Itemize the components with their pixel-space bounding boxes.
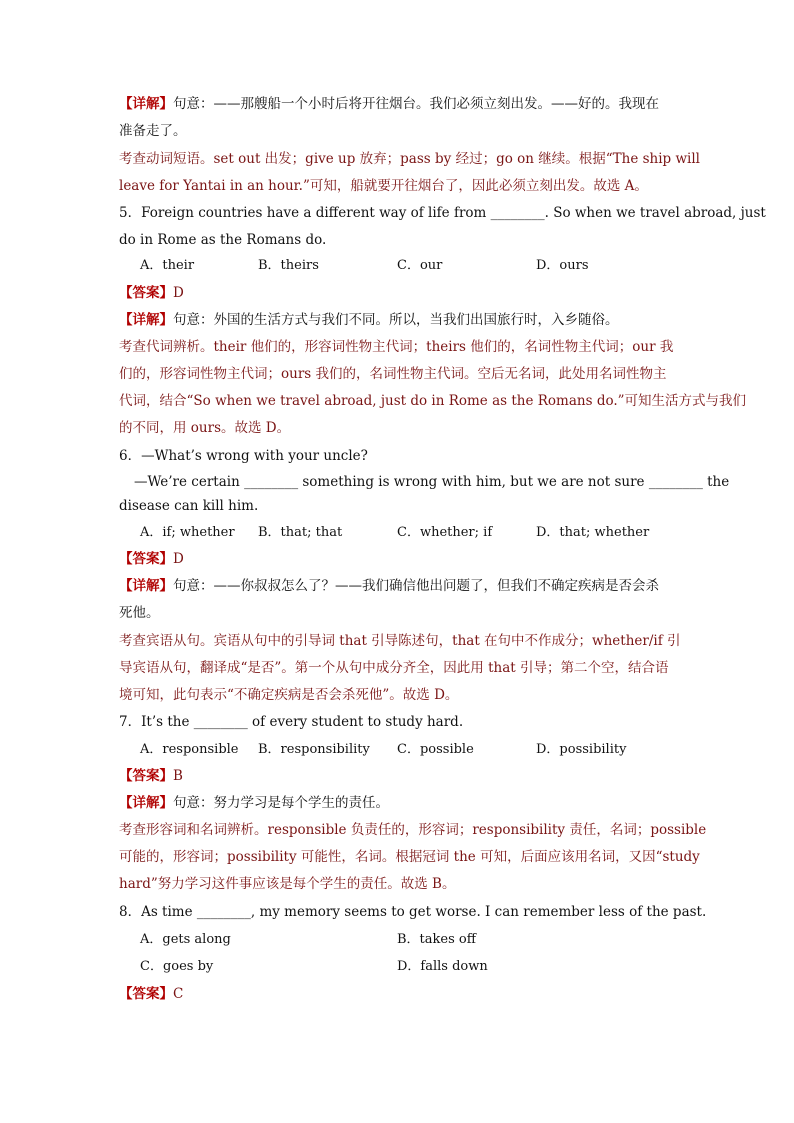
- q8-option-a: A．gets along: [140, 932, 231, 947]
- q8-option-d: D．falls down: [397, 959, 488, 974]
- prev-explain: 考查动词短语。set out 出发；give up 放弃；pass by 经过；go on 继续。根据“The ship will leave for Yantai in an hour.”可知，船就要开往烟台了，因此必须立刻出发。故选 A。: [119, 151, 701, 194]
- q7-option-d: D．possibility: [536, 742, 627, 757]
- q7-option-c: C．possible: [397, 742, 474, 757]
- q7-option-a: A．responsible: [140, 742, 239, 757]
- q8-option-c: C．goes by: [140, 959, 214, 974]
- q7-detail: 【详解】句意：努力学习是每个学生的责任。: [119, 795, 389, 811]
- q6-stem-line2: —We’re certain ________ something is wrong with him, but we are not sure ________ the: [134, 474, 730, 490]
- q6-option-a: A．if; whether: [140, 525, 235, 540]
- q8-stem: 8．As time ________, my memory seems to get worse. I can remember less of the past.: [119, 904, 707, 920]
- q7-explain: 考查形容词和名词辨析。responsible 负责任的，形容词；responsibility 责任，名词；possible 可能的，形容词；possibility 可能性，名词。根据冠词 the 可知，后面应该用名词，又因“study hard”努力学习这件事应该是每个学生的责任。故选 B。: [119, 822, 707, 892]
- q5-stem: 5．Foreign countries have a different way of life from ________. So when we travel abroad, just do in Rome as the Romans do.: [119, 205, 766, 248]
- q5-detail: 【详解】句意：外国的生活方式与我们不同。所以，当我们出国旅行时，入乡随俗。: [119, 312, 619, 328]
- q7-option-b: B．responsibility: [258, 742, 370, 757]
- q6-option-c: C．whether; if: [397, 525, 493, 540]
- q8-option-b: B．takes off: [397, 932, 476, 947]
- q6-option-d: D．that; whether: [536, 525, 650, 540]
- detail-tag: 【详解】: [119, 96, 173, 112]
- q7-stem: 7．It’s the ________ of every student to study hard.: [119, 714, 464, 730]
- q5-explain: 考查代词辨析。their 他们的，形容词性物主代词；theirs 他们的，名词性物主代词；our 我 们的，形容词性物主代词；ours 我们的，名词性物主代词。空后无名词，此处用名词性物主 代词，结合“So when we travel abroad, just do in Rome as the Romans do.”可知生活方式与我们 的不同，用 ours。故选 D。: [119, 339, 747, 436]
- q6-explain: 考查宾语从句。宾语从句中的引导词 that 引导陈述句，that 在句中不作成分；whether/if 引 导宾语从句，翻译成“是否”。第一个从句中成分齐全，因此用 that 引导；第二个空，结合语 境可知，此句表示“不确定疾病是否会杀死他”。故选 D。: [119, 633, 681, 703]
- q8-answer: 【答案】C: [119, 986, 184, 1002]
- q6-detail: 【详解】句意：——你叔叔怎么了？——我们确信他出问题了，但我们不确定疾病是否会杀 死他。: [119, 578, 659, 621]
- prev-detail: 【详解】句意：——那艘船一个小时后将开往烟台。我们必须立刻出发。——好的。我现在 准备走了。: [119, 96, 659, 139]
- q5-option-d: D．ours: [536, 258, 589, 273]
- q5-option-b: B．theirs: [258, 258, 319, 273]
- q6-stem-line1: 6．—What’s wrong with your uncle?: [119, 448, 368, 464]
- q6-stem-line3: disease can kill him.: [119, 498, 259, 514]
- q5-answer: 【答案】D: [119, 285, 184, 301]
- q6-option-b: B．that; that: [258, 525, 343, 540]
- q7-answer: 【答案】B: [119, 768, 183, 784]
- q6-answer: 【答案】D: [119, 551, 184, 567]
- q5-option-c: C．our: [397, 258, 443, 273]
- q5-option-a: A．their: [140, 258, 195, 273]
